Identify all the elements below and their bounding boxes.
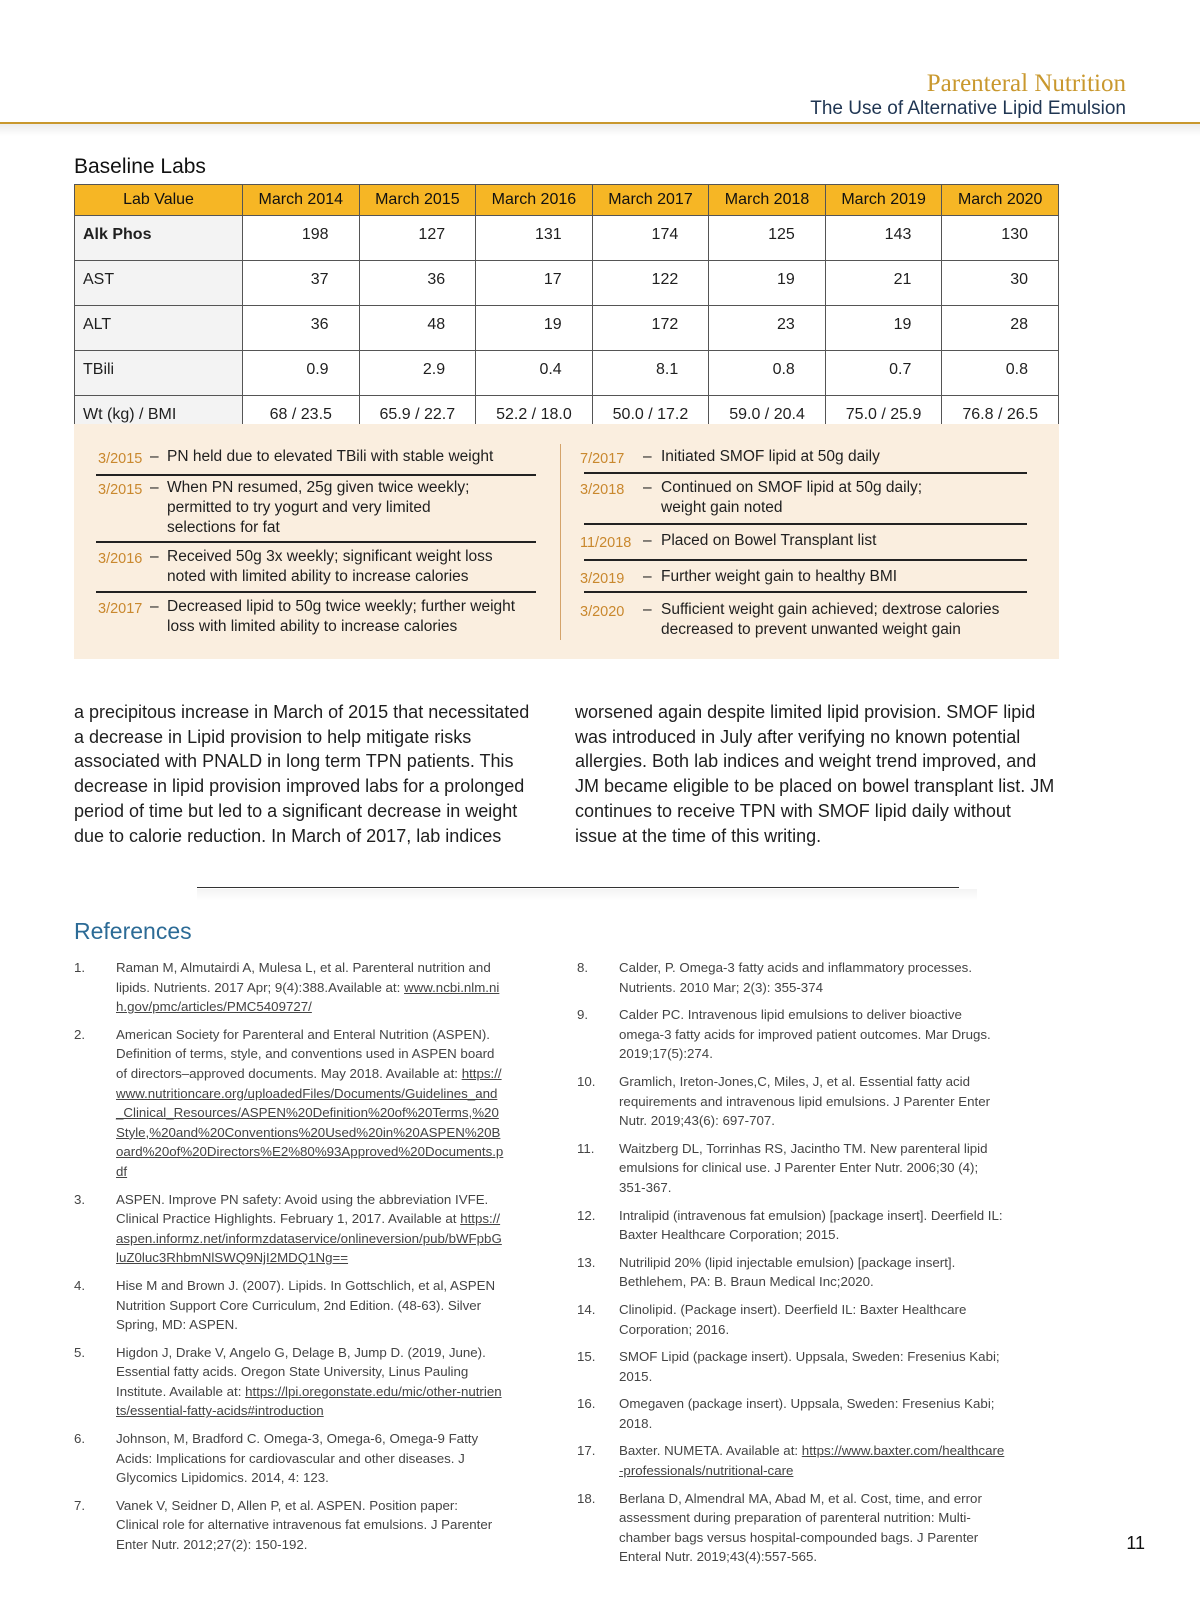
reference-item — [577, 1072, 1007, 1131]
lab-value-cell: 19 — [709, 261, 826, 306]
lab-value-cell: 37 — [243, 261, 360, 306]
body-text-right: worsened again despite limited lipid provision. SMOF lipid was introduced in July after verifying no known potential allergies. Both lab indices and weight trend improved, and JM became eligible to be placed on bowel transplant list. JM continues to receive TPN with SMOF lipid daily without issue at the time of this writing. — [575, 702, 1055, 846]
table-row — [75, 216, 1059, 261]
lab-value-cell: 76.8 / 26.5 — [942, 396, 1059, 441]
lab-value-cell: 28 — [942, 306, 1059, 351]
timeline-dash: – — [643, 532, 652, 549]
timeline-rule — [96, 541, 536, 543]
reference-number: 11. — [577, 1140, 595, 1156]
timeline-date: 11/2018 — [580, 535, 632, 551]
reference-text: Higdon J, Drake V, Angelo G, Delage B, Jump D. (2019, June). Essential fatty acids. Oregon State University, Linus Pauling Institute. Available at: — [116, 1344, 486, 1399]
lab-value-cell: 17 — [476, 261, 593, 306]
lab-value-cell: 131 — [476, 216, 593, 261]
table-row — [75, 351, 1059, 396]
reference-number: 12. — [577, 1207, 596, 1223]
reference-item — [577, 958, 1007, 997]
reference-number: 10. — [577, 1073, 596, 1089]
reference-number: 4. — [74, 1277, 86, 1293]
timeline-rule — [584, 559, 1027, 561]
lab-value-cell: 23 — [709, 306, 826, 351]
lab-value-cell: 68 / 23.5 — [243, 396, 360, 441]
baseline-labs-table — [74, 184, 1059, 441]
lab-value-cell: 0.8 — [709, 351, 826, 396]
lab-value-cell: 127 — [359, 216, 476, 261]
timeline-dash: – — [150, 448, 159, 465]
reference-item — [577, 1253, 1007, 1292]
column-header: March 2014 — [243, 185, 360, 216]
table-row — [75, 306, 1059, 351]
reference-number: 6. — [74, 1431, 86, 1447]
reference-item — [74, 958, 504, 1017]
reference-number: 17. — [577, 1443, 596, 1459]
baseline-labs-title: Baseline Labs — [74, 155, 206, 178]
body-text-left: a precipitous increase in March of 2015 that necessitated a decrease in Lipid provision to help mitigate risks associated with PNALD in long term TPN patients. This decrease in lipid provision improved labs for a prolonged period of time but led to a significant decrease in weight due to calorie reduction. In March of 2017, lab indices — [74, 702, 530, 846]
lab-value-cell: 143 — [825, 216, 942, 261]
reference-text: Intralipid (intravenous fat emulsion) [package insert]. Deerfield IL: Baxter Healthcare Corporation; 2015. — [619, 1207, 1003, 1243]
reference-item — [577, 1441, 1007, 1480]
lab-name-cell: AST — [75, 261, 243, 306]
reference-number: 16. — [577, 1396, 596, 1412]
lab-value-cell: 65.9 / 22.7 — [359, 396, 476, 441]
reference-number: 8. — [577, 960, 589, 975]
section-divider-shadow — [197, 889, 977, 901]
reference-text: Omegaven (package insert). Uppsala, Sweden: Fresenius Kabi; 2018. — [619, 1396, 995, 1431]
timeline-text: Initiated SMOF lipid at 50g daily — [661, 448, 880, 465]
reference-link[interactable]: https://aspen.informz.net/informzdataservice/onlineversion/pub/bWFpbGluZ0luc3RhbmNlSWQ9NjI2MDQ1Ng== — [116, 1211, 502, 1266]
reference-number: 15. — [577, 1349, 596, 1365]
reference-text: Johnson, M, Bradford C. Omega-3, Omega-6, Omega-9 Fatty Acids: Implications for cardiovascular and other diseases. J Glycomics Lipidomics. 2014, 4: 123. — [116, 1431, 479, 1486]
lab-value-cell: 0.8 — [942, 351, 1059, 396]
lab-value-cell: 0.9 — [243, 351, 360, 396]
timeline-text: PN held due to elevated TBili with stable weight — [167, 448, 494, 465]
reference-text: Raman M, Almutairdi A, Mulesa L, et al. Parenteral nutrition and lipids. Nutrients. 2017 Apr; 9(4):388.Available at: — [116, 960, 491, 995]
reference-text: Calder, P. Omega-3 fatty acids and inflammatory processes. Nutrients. 2010 Mar; 2(3): 355-374 — [619, 960, 973, 995]
timeline-rule — [584, 472, 1027, 474]
page-number: 11 — [1126, 1533, 1145, 1553]
timeline-date: 3/2020 — [580, 604, 625, 620]
lab-value-cell: 2.9 — [359, 351, 476, 396]
lab-name-cell: Wt (kg) / BMI — [75, 396, 243, 441]
reference-link[interactable]: https://www.nutritioncare.org/uploadedFiles/Documents/Guidelines_and_Clinical_Resources/ASPEN%20Definition%20of%20Terms,%20Style,%20and%20Conventions%20Used%20in%20ASPEN%20Board%20of%20Directors%E2%80%93Approved%20Documents.pdf — [116, 1065, 504, 1179]
reference-number: 5. — [74, 1344, 86, 1360]
column-header: March 2017 — [592, 185, 709, 216]
reference-number: 3. — [74, 1191, 86, 1207]
timeline-date: 3/2018 — [580, 482, 625, 498]
header-shadow — [0, 124, 1200, 136]
timeline-text: When PN resumed, 25g given twice weekly; permitted to try yogurt and very limited selections for fat — [167, 479, 470, 536]
reference-number: 18. — [577, 1490, 596, 1506]
reference-item — [577, 1300, 1007, 1339]
timeline-dash: – — [643, 601, 652, 618]
reference-text: Clinolipid. (Package insert). Deerfield IL: Baxter Healthcare Corporation; 2016. — [619, 1301, 967, 1337]
lab-name-cell: ALT — [75, 306, 243, 351]
reference-text: Baxter. NUMETA. Available at: — [619, 1443, 802, 1459]
timeline-date: 3/2015 — [98, 482, 143, 498]
timeline-date: 7/2017 — [580, 451, 625, 467]
timeline-text: Continued on SMOF lipid at 50g daily; weight gain noted — [661, 479, 923, 516]
reference-item — [74, 1276, 504, 1335]
reference-text: SMOF Lipid (package insert). Uppsala, Sweden: Fresenius Kabi; 2015. — [619, 1349, 1000, 1384]
lab-value-cell: 172 — [592, 306, 709, 351]
reference-link[interactable]: https://lpi.oregonstate.edu/mic/other-nutrients/essential-fatty-acids#introduction — [116, 1383, 502, 1419]
reference-text: Waitzberg DL, Torrinhas RS, Jacintho TM. New parenteral lipid emulsions for clinical use. J Parenter Enter Nutr. 2006;30 (4); 351-367. — [619, 1140, 988, 1195]
timeline-date: 3/2015 — [98, 451, 143, 467]
reference-text: Calder PC. Intravenous lipid emulsions to deliver bioactive omega-3 fatty acids for improved patient outcomes. Mar Drugs. 2019;17(5):274. — [619, 1007, 991, 1062]
reference-text: ASPEN. Improve PN safety: Avoid using the abbreviation IVFE. Clinical Practice Highlights. February 1, 2017. Available at — [116, 1191, 489, 1227]
reference-link[interactable]: www.ncbi.nlm.nih.gov/pmc/articles/PMC5409727/ — [116, 979, 500, 1015]
lab-name-cell: Alk Phos — [75, 216, 243, 261]
reference-number: 2. — [74, 1026, 86, 1042]
timeline-dash: – — [643, 448, 652, 465]
reference-item — [74, 1343, 504, 1421]
references-left-column — [74, 958, 504, 1563]
lab-value-cell: 8.1 — [592, 351, 709, 396]
lab-value-cell: 52.2 / 18.0 — [476, 396, 593, 441]
timeline-text: Sufficient weight gain achieved; dextrose calories decreased to prevent unwanted weight gain — [661, 601, 1000, 638]
reference-item — [577, 1347, 1007, 1386]
table-row — [75, 261, 1059, 306]
timeline-dash: – — [150, 479, 159, 496]
lab-value-cell: 59.0 / 20.4 — [709, 396, 826, 441]
timeline-date: 3/2019 — [580, 571, 625, 587]
lab-value-cell: 198 — [243, 216, 360, 261]
lab-value-cell: 174 — [592, 216, 709, 261]
timeline-date: 3/2016 — [98, 551, 143, 567]
lab-value-cell: 19 — [476, 306, 593, 351]
reference-text: Berlana D, Almendral MA, Abad M, et al. Cost, time, and error assessment during preparation of parenteral nutrition: Multi-chamber bags versus hospital-compounded bags. J Parenter Enteral Nutr. 2019;43(4):557-565. — [619, 1490, 982, 1565]
reference-item — [74, 1025, 504, 1182]
section-divider — [197, 887, 959, 888]
references-right-column — [577, 958, 1007, 1575]
reference-number: 9. — [577, 1007, 589, 1023]
timeline-date: 3/2017 — [98, 601, 143, 617]
reference-number: 1. — [74, 960, 86, 975]
reference-text: Vanek V, Seidner D, Allen P, et al. ASPEN. Position paper: Clinical role for alternative intravenous fat emulsions. J Parenter Enter Nutr. 2012;27(2): 150-192. — [116, 1497, 493, 1553]
timeline-dash: – — [150, 598, 159, 615]
timeline-text: Decreased lipid to 50g twice weekly; further weight loss with limited ability to increase calories — [167, 598, 516, 635]
reference-text: American Society for Parenteral and Enteral Nutrition (ASPEN). Definition of terms, style, and conventions used in ASPEN board of directors–approved documents. May 2018. Available at: — [116, 1026, 495, 1081]
timeline-rule — [96, 591, 536, 593]
timeline-text: Placed on Bowel Transplant list — [661, 532, 877, 549]
column-header: March 2020 — [942, 185, 1059, 216]
reference-item — [577, 1489, 1007, 1567]
reference-item — [577, 1394, 1007, 1433]
timeline-text: Received 50g 3x weekly; significant weight loss noted with limited ability to increase calories — [167, 548, 493, 585]
lab-value-cell: 48 — [359, 306, 476, 351]
reference-item — [74, 1429, 504, 1488]
reference-item — [577, 1005, 1007, 1064]
lab-value-cell: 36 — [243, 306, 360, 351]
reference-number: 13. — [577, 1254, 596, 1270]
column-header: March 2015 — [359, 185, 476, 216]
lab-value-cell: 30 — [942, 261, 1059, 306]
reference-item — [577, 1206, 1007, 1245]
reference-link[interactable]: https://www.baxter.com/healthcare-professionals/nutritional-care — [619, 1443, 1005, 1479]
reference-item — [74, 1190, 504, 1268]
lab-value-cell: 125 — [709, 216, 826, 261]
timeline-dash: – — [643, 479, 652, 496]
lab-value-cell: 50.0 / 17.2 — [592, 396, 709, 441]
lab-value-cell: 36 — [359, 261, 476, 306]
header-title: Parenteral Nutrition — [926, 70, 1126, 97]
reference-item — [74, 1496, 504, 1555]
reference-text: Nutrilipid 20% (lipid injectable emulsion) [package insert]. Bethlehem, PA: B. Braun Medical Inc;2020. — [619, 1254, 956, 1290]
lab-value-cell: 21 — [825, 261, 942, 306]
lab-value-cell: 130 — [942, 216, 1059, 261]
header-subtitle: The Use of Alternative Lipid Emulsion — [810, 98, 1126, 119]
lab-value-cell: 0.7 — [825, 351, 942, 396]
table-header-row — [75, 185, 1059, 216]
column-header: March 2019 — [825, 185, 942, 216]
reference-item — [577, 1139, 1007, 1198]
references-title: References — [74, 918, 192, 944]
column-header: March 2018 — [709, 185, 826, 216]
reference-text: Hise M and Brown J. (2007). Lipids. In Gottschlich, et al, ASPEN Nutrition Support Core Curriculum, 2nd Edition. (48-63). Silver Spring, MD: ASPEN. — [116, 1277, 496, 1333]
column-header: Lab Value — [75, 185, 243, 216]
lab-value-cell: 19 — [825, 306, 942, 351]
lab-value-cell: 75.0 / 25.9 — [825, 396, 942, 441]
lab-value-cell: 122 — [592, 261, 709, 306]
timeline-dash: – — [643, 568, 652, 585]
timeline-rule — [584, 523, 1027, 525]
reference-number: 7. — [74, 1497, 86, 1513]
timeline-rule — [96, 474, 536, 476]
reference-number: 14. — [577, 1301, 596, 1317]
lab-name-cell: TBili — [75, 351, 243, 396]
reference-text: Gramlich, Ireton-Jones,C, Miles, J, et al. Essential fatty acid requirements and intravenous lipid emulsions. J Parenter Enter Nutr. 2019;43(6): 697-707. — [619, 1073, 991, 1129]
timeline-rule — [584, 591, 1027, 593]
timeline-text: Further weight gain to healthy BMI — [661, 568, 898, 585]
lab-value-cell: 0.4 — [476, 351, 593, 396]
column-header: March 2016 — [476, 185, 593, 216]
timeline-dash: – — [150, 548, 159, 565]
